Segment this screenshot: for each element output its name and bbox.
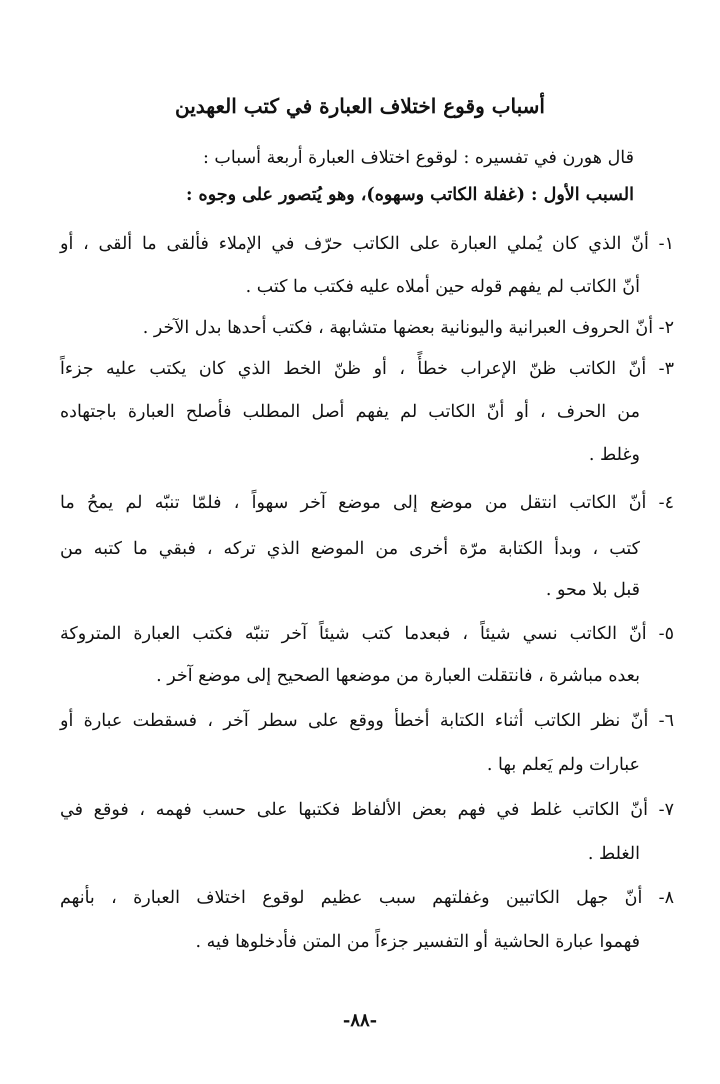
text-line-item-4: ٤- أنّ الكاتب انتقل من موضع إلى موضع آخر سهواً ، فلمّا تنبّه لم يمحُ ما <box>60 493 674 513</box>
text-line-item-6-cont: عبارات ولم يَعلم بها . <box>486 755 640 775</box>
text-line-item-5-cont: بعده مباشرة ، فانتقلت العبارة من موضعها الصحيح إلى موضع آخر . <box>156 666 640 686</box>
text-line-item-7-cont: الغلط . <box>587 844 640 864</box>
text-line-item-3: ٣- أنّ الكاتب ظنّ الإعراب خطأً ، أو ظنّ الخط الذي كان يكتب عليه جزءاً <box>60 359 674 379</box>
text-line-item-7: ٧- أنّ الكاتب غلط في فهم بعض الألفاظ فكتبها على حسب فهمه ، فوقع في <box>60 800 674 820</box>
page-title: أسباب وقوع اختلاف العبارة في كتب العهدين <box>175 94 545 118</box>
text-line-item-8: ٨- أنّ جهل الكاتبين وغفلتهم سبب عظيم لوقوع اختلاف العبارة ، بأنهم <box>60 888 674 908</box>
text-line-item-6: ٦- أنّ نظر الكاتب أثناء الكتابة أخطأ ووقع على سطر آخر ، فسقطت عبارة أو <box>60 711 674 731</box>
text-line-item-4-cont: كتب ، وبدأ الكتابة مرّة أخرى من الموضع الذي تركه ، فبقي ما كتبه من <box>60 539 640 559</box>
text-line-item-2: ٢- أنّ الحروف العبرانية واليونانية بعضها متشابهة ، فكتب أحدها بدل الآخر . <box>142 318 674 338</box>
text-line-item-1-cont: أنّ الكاتب لم يفهم قوله حين أملاه عليه فكتب ما كتب . <box>245 277 640 297</box>
text-line-item-3-end: وغلط . <box>588 445 640 465</box>
text-line-item-5: ٥- أنّ الكاتب نسي شيئاً ، فبعدما كتب شيئاً آخر تنبّه فكتب العبارة المتروكة <box>60 624 674 644</box>
text-line-intro: قال هورن في تفسيره : لوقوع اختلاف العبارة أربعة أسباب : <box>202 148 634 168</box>
text-line-item-4-end: قبل بلا محو . <box>545 580 640 600</box>
text-line-item-8-cont: فهموا عبارة الحاشية أو التفسير جزءاً من المتن فأدخلوها فيه . <box>195 932 640 952</box>
text-line-item-1: ١- أنّ الذي كان يُملي العبارة على الكاتب حرّف في الإملاء فألقى ما ألقى ، أو <box>60 234 674 254</box>
text-line-first-cause: السبب الأول : (غفلة الكاتب وسهوه)، وهو يُتصور على وجوه : <box>186 185 634 205</box>
text-line-item-3-cont: من الحرف ، أو أنّ الكاتب لم يفهم أصل المطلب فأصلح العبارة باجتهاده <box>60 402 640 422</box>
page-number: -٨٨- <box>342 1010 378 1031</box>
